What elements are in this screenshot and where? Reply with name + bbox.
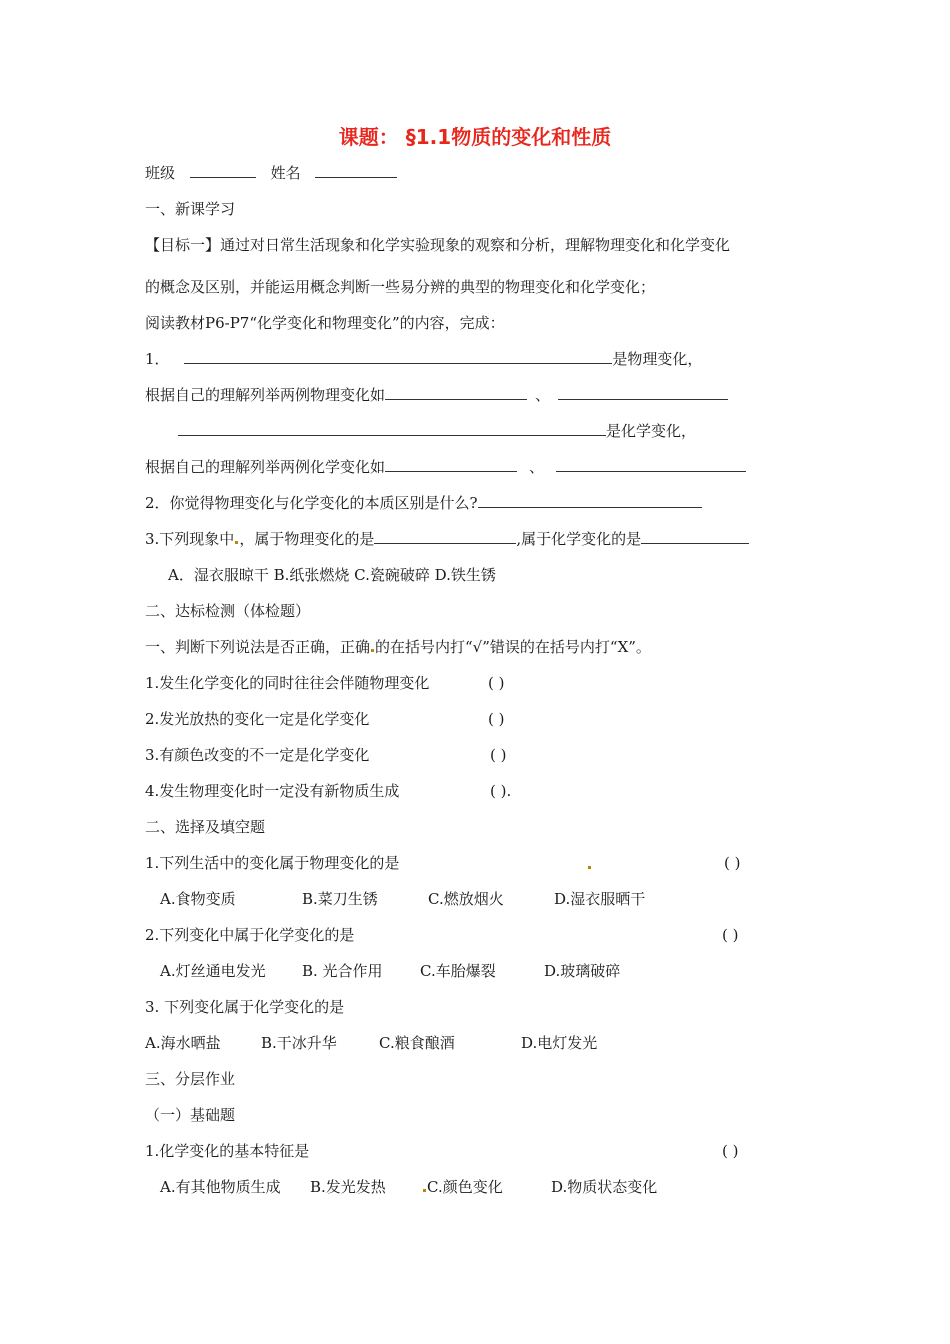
answer-paren[interactable]: ( ) xyxy=(722,926,739,944)
option-b: B. 光合作用 xyxy=(302,962,383,980)
physical-suffix: 是物理变化， xyxy=(612,350,703,368)
option-d: D.物质状态变化 xyxy=(551,1178,658,1196)
judge-item: 2.发光放热的变化一定是化学变化 xyxy=(145,710,370,728)
option-c: C.粮食酿酒 xyxy=(379,1034,455,1052)
choice-options xyxy=(160,960,620,982)
choice-question: 3. 下列变化属于化学变化的是 xyxy=(145,998,345,1016)
option-c: C.燃放烟火 xyxy=(428,890,504,908)
choice-question: 2.下列变化中属于化学变化的是 xyxy=(145,926,355,944)
stray-mark xyxy=(371,649,374,652)
physical-example-blank-1[interactable] xyxy=(385,384,527,400)
choice-options xyxy=(160,888,645,910)
q1-chemical-definition xyxy=(178,420,696,442)
judge-intro-a: 一、判断下列说法是否正确，正确 xyxy=(145,638,371,656)
q2-blank[interactable] xyxy=(478,492,702,508)
chemical-suffix: 是化学变化， xyxy=(606,422,697,440)
physical-examples-line xyxy=(145,384,728,406)
answer-paren[interactable]: ( ) xyxy=(722,1142,739,1160)
section-heading-new-lesson: 一、新课学习 xyxy=(145,200,236,218)
q3-text-a: 3.下列现象中 xyxy=(145,530,235,548)
physical-definition-blank[interactable] xyxy=(184,348,612,364)
q3-line xyxy=(145,528,749,550)
name-blank[interactable] xyxy=(315,162,397,178)
q2-text: 2．你觉得物理变化与化学变化的本质区别是什么? xyxy=(145,494,478,512)
q3-chemical-blank[interactable] xyxy=(641,528,749,544)
judge-intro-b: 的在括号内打“√”错误的在括号内打“X”。 xyxy=(375,638,651,656)
answer-paren[interactable]: ( ) xyxy=(490,746,507,764)
chemical-example-label: 根据自己的理解列举两例化学变化如 xyxy=(145,458,386,476)
q1-physical-definition xyxy=(145,348,702,370)
reading-instruction: 阅读教材P6-P7“化学变化和物理变化”的内容，完成： xyxy=(145,314,505,332)
q3-text-b: ，属于物理变化的是 xyxy=(239,530,375,548)
goal-line-1: 【目标一】通过对日常生活现象和化学实验现象的观察和分析，理解物理变化和化学变化 xyxy=(145,236,731,254)
option-b: B.发光发热 xyxy=(310,1178,386,1196)
option-c: C.颜色变化 xyxy=(427,1178,503,1196)
chemical-example-blank-2[interactable] xyxy=(556,456,746,472)
separator: 、 xyxy=(529,458,545,476)
q2-line xyxy=(145,492,702,514)
basic-options xyxy=(160,1176,657,1198)
option-b: B.菜刀生锈 xyxy=(302,890,378,908)
judge-item: 3.有颜色改变的不一定是化学变化 xyxy=(145,746,370,764)
class-blank[interactable] xyxy=(190,162,256,178)
stray-mark xyxy=(588,866,591,869)
class-label: 班级 xyxy=(145,164,176,182)
option-c: C.车胎爆裂 xyxy=(420,962,496,980)
q3-text-c: ,属于化学变化的是 xyxy=(516,530,642,548)
judge-item: 4.发生物理变化时一定没有新物质生成 xyxy=(145,782,400,800)
choice-question: 1.下列生活中的变化属于物理变化的是 xyxy=(145,854,400,872)
option-a: A.食物变质 xyxy=(160,890,236,908)
student-info-line xyxy=(145,162,397,184)
basic-heading: （一）基础题 xyxy=(145,1106,236,1124)
basic-question: 1.化学变化的基本特征是 xyxy=(145,1142,310,1160)
section-heading-assessment: 二、达标检测（体检题） xyxy=(145,602,311,620)
option-d: D.电灯发光 xyxy=(521,1034,598,1052)
answer-paren[interactable]: ( ) xyxy=(488,710,505,728)
q3-physical-blank[interactable] xyxy=(374,528,516,544)
name-label: 姓名 xyxy=(270,164,301,182)
chemical-examples-line xyxy=(145,456,746,478)
q3-options: A．湿衣服晾干 B.纸张燃烧 C.瓷碗破碎 D.铁生锈 xyxy=(168,566,496,584)
stray-mark xyxy=(235,541,238,544)
separator: 、 xyxy=(535,386,551,404)
q1-number: 1． xyxy=(145,350,170,368)
option-d: D.湿衣服晒干 xyxy=(554,890,646,908)
section-heading-homework: 三、分层作业 xyxy=(145,1070,236,1088)
answer-paren[interactable]: ( ). xyxy=(490,782,512,800)
page-title: 课题： §1.1物质的变化和性质 xyxy=(338,125,612,149)
goal-line-2: 的概念及区别，并能运用概念判断一些易分辨的典型的物理变化和化学变化； xyxy=(145,278,656,296)
answer-paren[interactable]: ( ) xyxy=(724,854,741,872)
physical-example-blank-2[interactable] xyxy=(558,384,728,400)
section-heading-choice: 二、选择及填空题 xyxy=(145,818,266,836)
physical-example-label: 根据自己的理解列举两例物理变化如 xyxy=(145,386,386,404)
chemical-definition-blank[interactable] xyxy=(178,420,606,436)
answer-paren[interactable]: ( ) xyxy=(488,674,505,692)
choice-options xyxy=(145,1032,597,1054)
chemical-example-blank-1[interactable] xyxy=(385,456,517,472)
option-a: A.有其他物质生成 xyxy=(160,1178,281,1196)
option-d: D.玻璃破碎 xyxy=(544,962,621,980)
stray-mark xyxy=(423,1189,426,1192)
option-a: A.海水晒盐 xyxy=(145,1034,221,1052)
option-a: A.灯丝通电发光 xyxy=(160,962,266,980)
judge-instruction xyxy=(145,636,651,658)
judge-item: 1.发生化学变化的同时往往会伴随物理变化 xyxy=(145,674,430,692)
option-b: B.干冰升华 xyxy=(261,1034,337,1052)
